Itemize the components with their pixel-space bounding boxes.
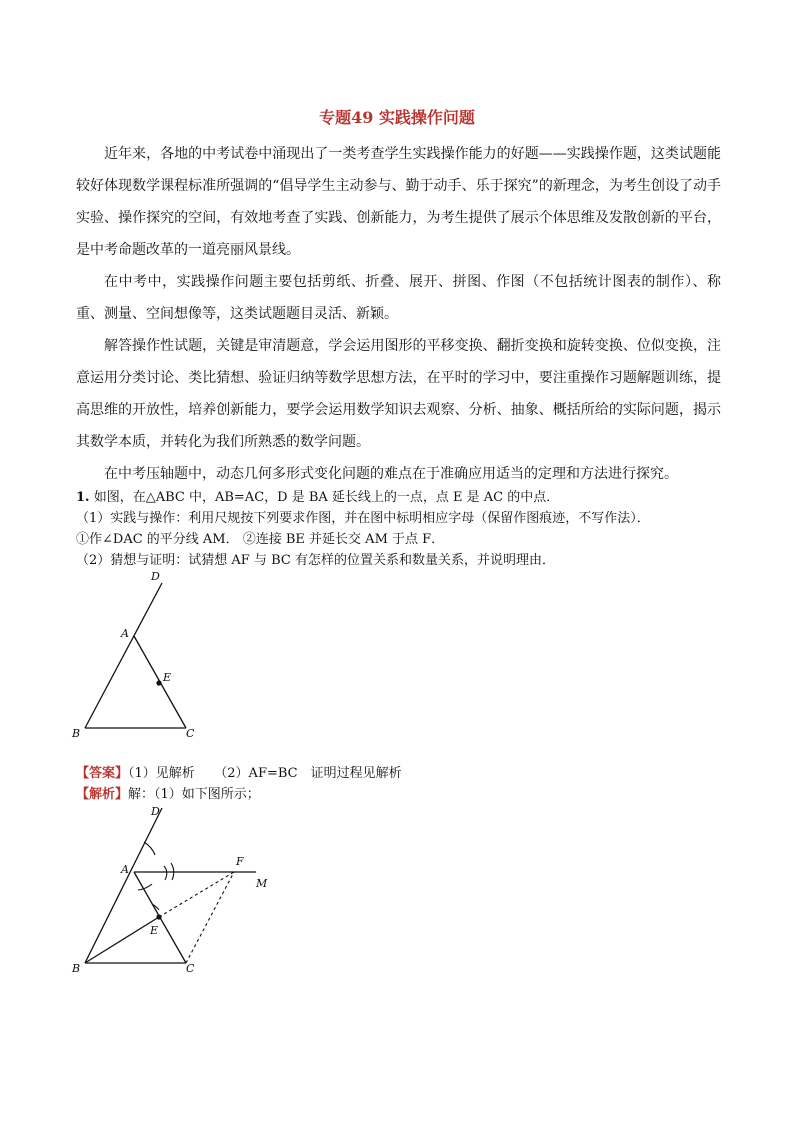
- label-e: E: [150, 924, 159, 937]
- label-d: D: [151, 805, 160, 818]
- line-bd: [85, 583, 162, 728]
- intro-paragraph-3: 解答操作性试题，关键是审清题意，学会运用图形的平移变换、翻折变换和旋转变换、位似变换，注意运用分类讨论、类比猜想、验证归纳等数学思想方法，在平时的学习中，要注重操作习题解题训练，提高思维的开放性，培养创新能力，要学会运用数学知识去观察、分析、抽象、概括所给的实际问题，揭示其数学本质，并转化为我们所熟悉的数学问题。: [76, 338, 721, 450]
- segment-ef-dashed: [159, 872, 234, 917]
- label-b: B: [72, 727, 81, 740]
- answer-tag: 【答案】: [76, 766, 129, 781]
- label-a: A: [121, 863, 129, 876]
- figure-triangle-abc: [60, 565, 220, 750]
- construction-arc-2: [138, 884, 152, 890]
- intro-paragraph-2: 在中考中，实践操作问题主要包括剪纸、折叠、展开、拼图、作图（不包括统计图表的制作）、称重、测量、空间想像等，这类试题题目灵活、新颖。: [76, 274, 721, 322]
- construction-arc-1: [144, 842, 155, 855]
- question-stem-text: 如图，在△ABC 中，AB=AC，D 是 BA 延长线上的一点，点 E 是 AC 的中点．: [93, 490, 560, 505]
- analysis-text: 解：（1）如下图所示；: [128, 787, 260, 802]
- point-e-dot: [156, 914, 161, 919]
- label-b: B: [72, 962, 81, 975]
- answer-line: [76, 763, 736, 784]
- label-a: A: [121, 627, 129, 640]
- label-c: C: [186, 727, 195, 740]
- label-m: M: [256, 877, 268, 890]
- label-c: C: [186, 962, 195, 975]
- label-e: E: [163, 671, 172, 684]
- point-e-dot: [156, 680, 161, 685]
- segment-cf-dashed: [186, 872, 234, 963]
- question-number: 1.: [76, 490, 90, 505]
- label-f: F: [236, 855, 244, 868]
- answer-text: （1）见解析 （2）AF=BC 证明过程见解析: [128, 766, 402, 781]
- page-title: 专题49 实践操作问题: [319, 108, 475, 127]
- label-d: D: [151, 570, 160, 583]
- intro-paragraph-4: 在中考压轴题中，动态几何多形式变化问题的难点在于准确应用适当的定理和方法进行探究。: [104, 466, 678, 482]
- question-part-2: （2）猜想与证明：试猜想 AF 与 BC 有怎样的位置关系和数量关系，并说明理由．: [76, 553, 555, 568]
- question-steps: ①作∠DAC 的平分线 AM． ②连接 BE 并延长交 AM 于点 F．: [76, 532, 445, 547]
- analysis-tag: 【解析】: [76, 787, 129, 802]
- question-stem: [76, 487, 736, 508]
- figure-construction: [60, 800, 290, 985]
- question-part-1: （1）实践与操作：利用尺规按下列要求作图，并在图中标明相应字母（保留作图痕迹，不写作法）．: [76, 511, 650, 526]
- intro-paragraph-1: 近年来，各地的中考试卷中涌现出了一类考查学生实践操作能力的好题——实践操作题，这类试题能较好体现数学课程标准所强调的“倡导学生主动参与、勤于动手、乐于探究”的新理念，为考生创设了动手实验、操作探究的空间，有效地考查了实践、创新能力，为考生提供了展示个体思维及发散创新的平台，是中考命题改革的一道亮丽风景线。: [76, 146, 721, 258]
- construction-arc-4: [164, 866, 167, 880]
